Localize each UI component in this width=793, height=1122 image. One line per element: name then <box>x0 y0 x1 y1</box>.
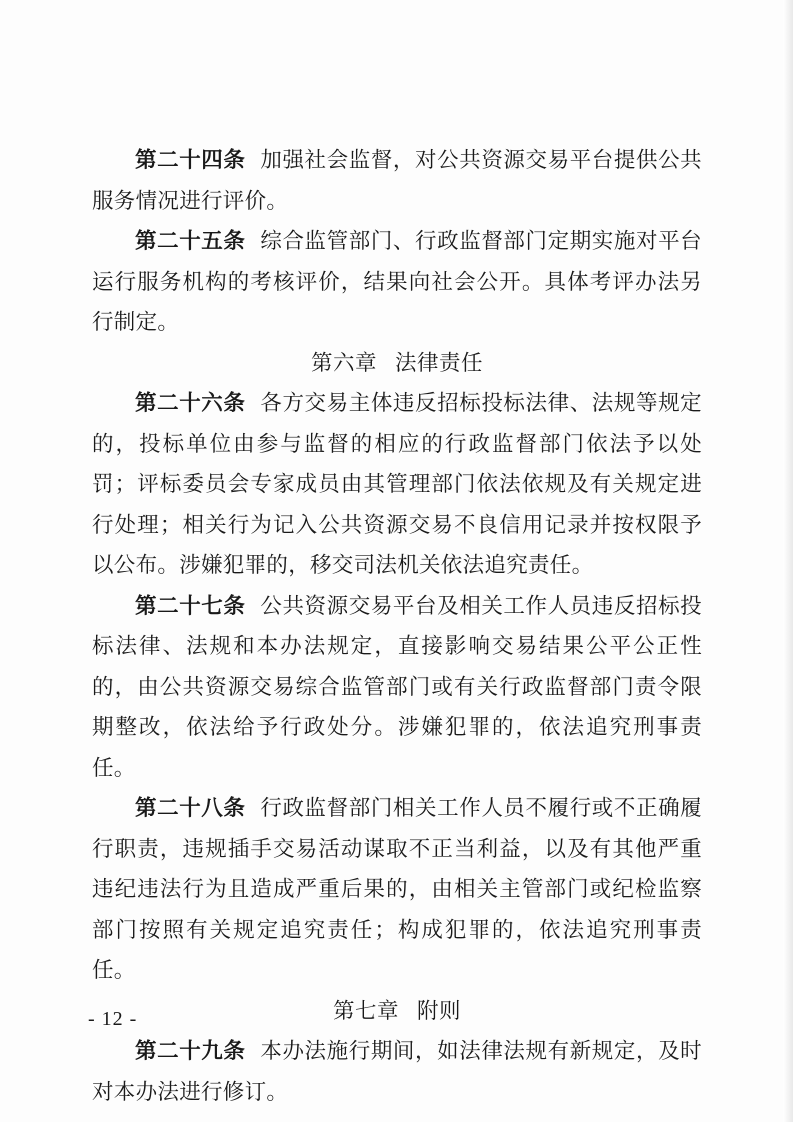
article-label: 第二十九条 <box>135 1039 246 1064</box>
article-paragraph <box>92 1032 702 1113</box>
document-body <box>92 141 702 1113</box>
page-edge-shadow <box>783 0 793 1122</box>
article-text: 各方交易主体违反招标投标法律、法规等规定的，投标单位由参与监督的相应的行政监督部门依法予以处罚；评标委员会专家成员由其管理部门依法依规及有关规定进行处理；相关行为记入公共资源交易不良信用记录并按权限予以公布。涉嫌犯罪的，移交司法机关依法追究责任。 <box>92 391 702 578</box>
article-text: 公共资源交易平台及相关工作人员违反招标投标法律、法规和本办法规定，直接影响交易结果公平公正性的，由公共资源交易综合监管部门或有关行政监督部门责令限期整改，依法给予行政处分。涉嫌犯罪的，依法追究刑事责任。 <box>92 593 702 781</box>
article-text: 加强社会监督，对公共资源交易平台提供公共服务情况进行评价。 <box>92 148 702 214</box>
article-label: 第二十八条 <box>135 796 246 821</box>
chapter-title: 附则 <box>417 998 462 1024</box>
article-paragraph <box>92 384 702 587</box>
article-label: 第二十六条 <box>135 391 246 416</box>
chapter-heading <box>92 992 702 1033</box>
page-number: - 12 - <box>88 1008 138 1030</box>
article-paragraph <box>92 141 702 222</box>
article-paragraph <box>92 789 702 992</box>
article-paragraph <box>92 587 702 790</box>
chapter-title: 法律责任 <box>395 350 484 376</box>
article-text: 综合监管部门、行政监督部门定期实施对平台运行服务机构的考核评价，结果向社会公开。具体考评办法另行制定。 <box>92 229 702 335</box>
article-label: 第二十四条 <box>135 148 246 173</box>
article-text: 行政监督部门相关工作人员不履行或不正确履行职责，违规插手交易活动谋取不正当利益，以及有其他严重违纪违法行为且造成严重后果的，由相关主管部门或纪检监察部门按照有关规定追究责任；构成犯罪的，依法追究刑事责任。 <box>92 796 702 983</box>
chapter-heading <box>92 344 702 385</box>
article-label: 第二十五条 <box>135 229 246 254</box>
article-text: 本办法施行期间，如法律法规有新规定，及时对本办法进行修订。 <box>92 1039 702 1105</box>
article-label: 第二十七条 <box>135 593 246 619</box>
chapter-number: 第六章 <box>310 350 377 376</box>
chapter-number: 第七章 <box>332 998 399 1024</box>
article-paragraph <box>92 222 702 344</box>
